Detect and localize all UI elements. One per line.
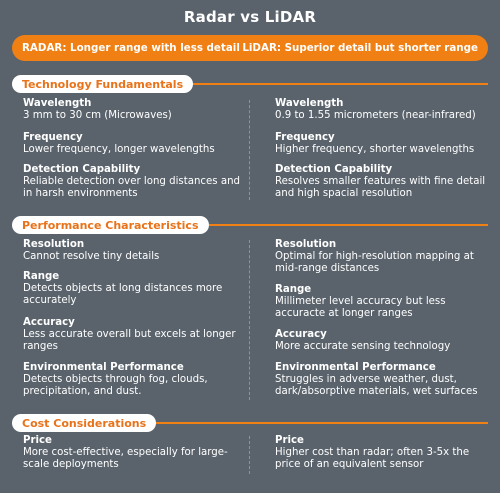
item-text: Higher cost than radar; often 3-5x the price of an equivalent sensor	[275, 447, 470, 470]
item-heading: Price	[275, 435, 304, 446]
radar-accuracy	[23, 317, 251, 353]
lidar-resolution	[275, 239, 490, 275]
item-heading: Environmental Performance	[23, 362, 184, 373]
lidar-price	[275, 435, 490, 471]
lidar-frequency	[275, 132, 490, 156]
radar-detection-capability	[23, 164, 251, 200]
radar-resolution	[23, 239, 251, 263]
radar-wavelength	[23, 98, 251, 122]
item-text: Optimal for high-resolution mapping at mid-range distances	[275, 251, 474, 274]
item-heading: Resolution	[275, 239, 337, 250]
item-heading: Environmental Performance	[275, 362, 436, 373]
item-text: More accurate sensing technology	[275, 341, 451, 352]
lidar-range	[275, 284, 490, 320]
item-heading: Accuracy	[275, 329, 327, 340]
item-text: Millimeter level accuracy but less accuracte at longer ranges	[275, 296, 446, 319]
item-heading: Frequency	[23, 132, 83, 143]
item-text: Detects objects at long distances more accurately	[23, 283, 223, 306]
lidar-accuracy	[275, 329, 490, 353]
item-heading: Frequency	[275, 132, 335, 143]
item-heading: Detection Capability	[23, 164, 141, 175]
lidar-summary: LiDAR: Superior detail but shorter range	[242, 42, 478, 54]
item-text: 3 mm to 30 cm (Microwaves)	[23, 110, 172, 121]
item-text: 0.9 to 1.55 micrometers (near-infrared)	[275, 110, 476, 121]
item-text: Cannot resolve tiny details	[23, 251, 160, 262]
item-text: Less accurate overall but excels at longer ranges	[23, 329, 236, 352]
item-heading: Range	[23, 271, 60, 282]
item-heading: Range	[275, 284, 312, 295]
radar-range	[23, 271, 251, 307]
item-text: More cost-effective, especially for large-scale deployments	[23, 447, 228, 470]
item-text: Reliable detection over long distances and in harsh environments	[23, 176, 241, 199]
comparison-banner	[12, 35, 488, 61]
section-header-cost: Cost Considerations	[12, 414, 156, 432]
lidar-environmental-performance	[275, 362, 490, 398]
section-header-fundamentals: Technology Fundamentals	[12, 75, 193, 93]
radar-summary: RADAR: Longer range with less detail	[22, 42, 240, 54]
item-text: Detects objects through fog, clouds, precipitation, and dust.	[23, 374, 208, 397]
item-heading: Accuracy	[23, 317, 75, 328]
item-heading: Price	[23, 435, 52, 446]
page-title: Radar vs LiDAR	[183, 8, 317, 26]
item-text: Lower frequency, longer wavelengths	[23, 144, 215, 155]
item-heading: Wavelength	[23, 98, 92, 109]
lidar-detection-capability	[275, 164, 490, 200]
lidar-wavelength	[275, 98, 490, 122]
item-text: Struggles in adverse weather, dust, dark/absorptive materials, wet surfaces	[275, 374, 478, 397]
item-heading: Resolution	[23, 239, 85, 250]
item-heading: Wavelength	[275, 98, 344, 109]
radar-frequency	[23, 132, 251, 156]
item-text: Resolves smaller features with fine detail and high spacial resolution	[275, 176, 486, 199]
item-heading: Detection Capability	[275, 164, 393, 175]
radar-environmental-performance	[23, 362, 251, 398]
radar-price	[23, 435, 251, 471]
section-header-performance: Performance Characteristics	[12, 216, 209, 234]
item-text: Higher frequency, shorter wavelengths	[275, 144, 475, 155]
